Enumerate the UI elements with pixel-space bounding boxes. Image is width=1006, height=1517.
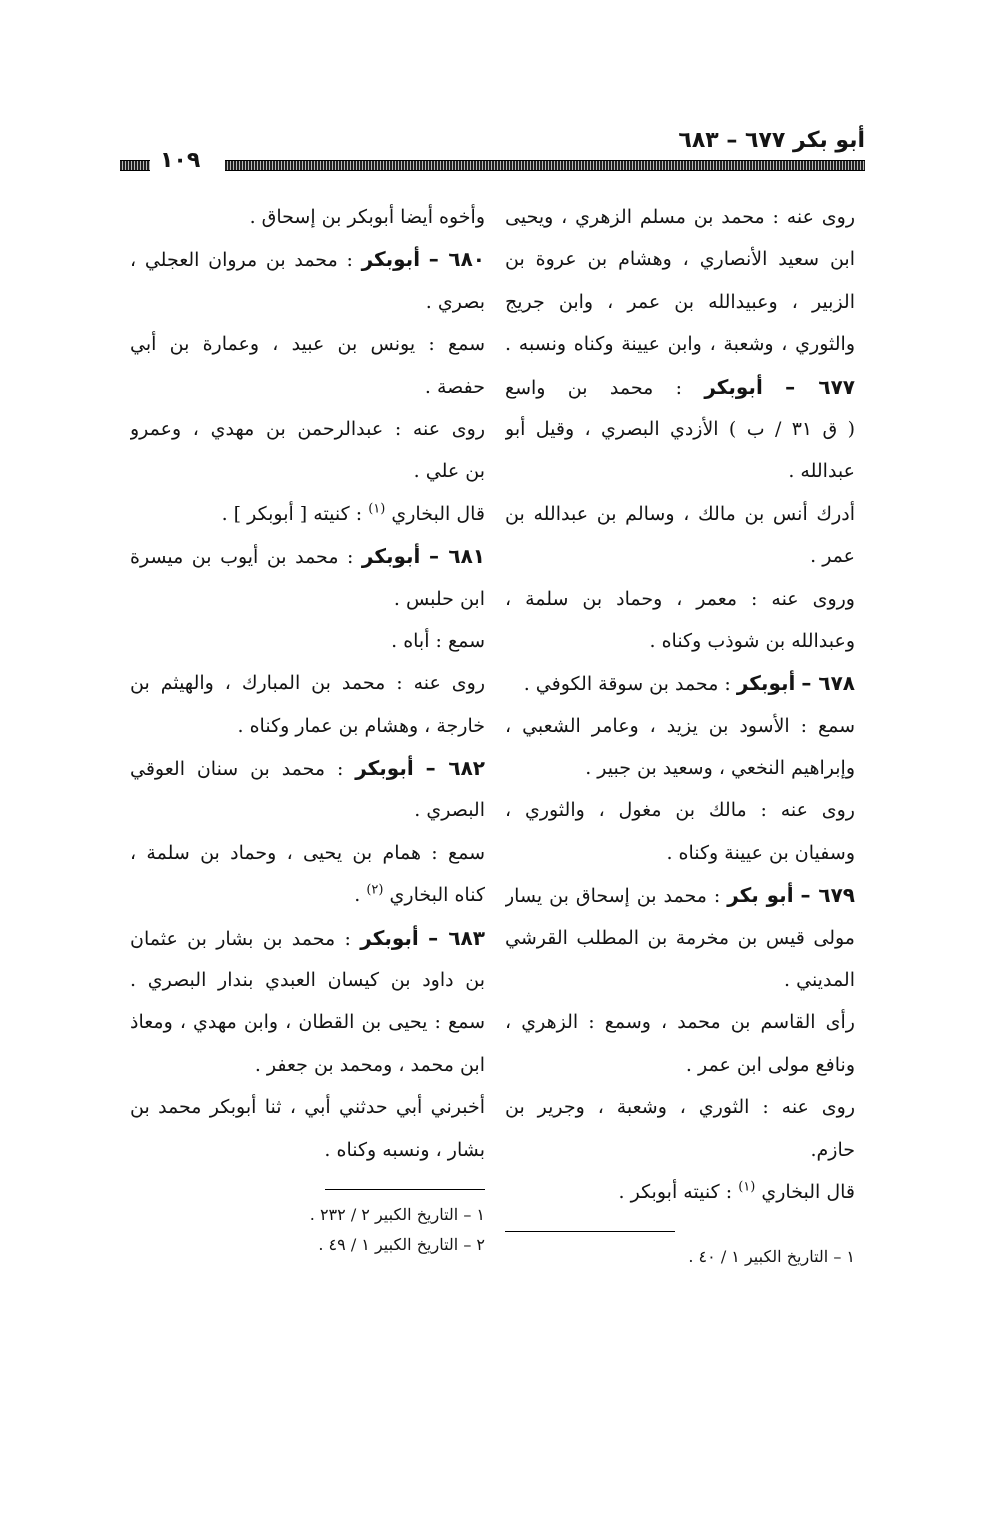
entry-679 [505, 874, 855, 1171]
entry-heading [505, 874, 855, 916]
entry-681 [130, 535, 485, 747]
entry-heading [505, 366, 855, 408]
text-line: الزبير ، وعبيدالله بن عمر ، وابن جريج [505, 290, 855, 313]
header-rule [225, 160, 865, 171]
text-line: أدرك أنس بن مالك ، وسالم بن عبدالله بن [505, 502, 855, 525]
page-number-bar [120, 160, 150, 171]
text-line: سمع : يونس بن عبيد ، وعمارة بن أبي [130, 333, 485, 356]
closing-text: . [354, 884, 361, 907]
text-line: بشار ، ونسبه وكناه . [324, 1138, 485, 1161]
footnote: ١ – التاريخ الكبير ١ / ٤٠ . [688, 1247, 855, 1267]
entry-name: أبو بكر [727, 883, 794, 908]
entry-number: ٦٨٠ – [428, 247, 485, 272]
page-number: ١٠٩ [160, 148, 201, 173]
text-line: مولى قيس بن مخرمة بن المطلب القرشي [505, 926, 855, 949]
text-line: بن علي . [413, 460, 485, 483]
text-line: سمع : همام بن يحيى ، وحماد بن سلمة ، [130, 841, 485, 864]
text-line: أخبرني أبي حدثني أبي ، ثنا أبوبكر محمد بن [130, 1096, 485, 1119]
closing-text: قال البخاري [761, 1180, 855, 1203]
text-line: وإبراهيم النخعي ، وسعيد بن جبير . [585, 757, 855, 780]
text-line: ( ق ٣١ / ب ) الأزدي البصري ، وقيل أبو [505, 417, 855, 440]
running-title: أبو بكر ٦٧٧ – ٦٨٣ [678, 128, 865, 153]
text-line: روى عنه : الثوري ، وشعبة ، وجرير بن [505, 1096, 855, 1119]
footnote: ١ – التاريخ الكبير ٢ / ٢٣٢ . [309, 1204, 485, 1224]
text-line: بن داود بن كيسان العبدي بندار البصري . [130, 969, 485, 992]
entry-682 [130, 747, 485, 917]
entry-name: أبوبكر [361, 247, 421, 272]
text-line: والثوري ، وشعبة ، وابن عيينة وكناه ونسبه . [505, 333, 855, 356]
entry-heading-text: : محمد بن بشار بن عثمان [130, 927, 351, 950]
entry-number: ٦٨٣ – [428, 925, 485, 950]
text-line: روى عنه : مالك بن مغول ، والثوري ، [505, 799, 855, 822]
entry-heading [130, 238, 485, 280]
text-line: ابن سعيد الأنصاري ، وهشام بن عروة بن [505, 248, 855, 271]
closing-line [130, 874, 485, 916]
text-line: روى عنه : محمد بن مسلم الزهري ، ويحيى [505, 206, 855, 228]
entry-name: أبوبكر [704, 374, 763, 399]
text-line: بصري . [425, 290, 485, 313]
text-line: عبدالله . [788, 460, 855, 483]
entry-name: أبوبكر [355, 756, 414, 781]
closing-line [130, 493, 485, 535]
text-line: سمع : أباه . [391, 629, 485, 652]
text-line: حازم. [810, 1138, 855, 1161]
entry-name: أبوبكر [736, 671, 796, 696]
entry-heading-text: : محمد بن سوقة الكوفي . [523, 673, 731, 696]
text-line: روى عنه : عبدالرحمن بن مهدي ، وعمرو [130, 417, 485, 440]
text-line: ونافع مولى ابن عمر . [685, 1053, 855, 1076]
text-line: حفصة . [424, 375, 485, 398]
footnote-rule [505, 1231, 675, 1232]
text-line: وعبدالله بن شوذب وكناه . [649, 629, 855, 652]
entry-heading [130, 535, 485, 577]
entry-heading-text: : محمد بن سنان العوقي [130, 758, 344, 781]
entry-678 [505, 662, 855, 874]
entry-name: أبوبكر [361, 544, 421, 569]
text-line: وأخوه أيضا أبوبكر بن إسحاق . [249, 206, 485, 228]
text-line: روى عنه : محمد بن المبارك ، والهيثم بن [130, 672, 485, 695]
text-line: وسفيان بن عيينة وكناه . [666, 841, 855, 864]
entry-680 [130, 238, 485, 535]
text-line: سمع : يحيى بن القطان ، وابن مهدي ، ومعاذ [130, 1011, 485, 1034]
footnote-ref: (٢) [366, 882, 384, 898]
entry-number: ٦٧٩ – [800, 883, 855, 908]
text-line: عمر . [810, 545, 855, 568]
text-line: وروى عنه : معمر ، وحماد بن سلمة ، [505, 587, 855, 610]
footnote-ref: (١) [738, 1179, 756, 1195]
left-column [130, 196, 485, 1260]
footnote-ref: (١) [368, 501, 386, 517]
entry-heading-text: : محمد بن مروان العجلي ، [130, 249, 353, 272]
text-line: ابن محمد ، ومحمد بن جعفر . [254, 1053, 485, 1076]
closing-text: : كنيته [ أبوبكر ] . [221, 502, 363, 525]
entry-heading [505, 662, 855, 704]
entry-name: أبوبكر [360, 925, 419, 950]
entry-number: ٦٧٧ – [785, 374, 855, 399]
page-header [120, 128, 865, 174]
closing-line [505, 1171, 855, 1213]
entry-heading [130, 917, 485, 959]
entry-number: ٦٨٢ – [425, 756, 485, 781]
text-line: خارجة ، وهشام بن عمار وكناه . [237, 714, 485, 737]
footnote: ٢ – التاريخ الكبير ١ / ٤٩ . [318, 1234, 485, 1254]
entry-heading [130, 747, 485, 789]
entry-heading-text: : محمد بن واسع [505, 376, 682, 399]
closing-text: كناه البخاري [389, 884, 485, 907]
entry-683 [130, 917, 485, 1171]
text-line: ابن حلبس . [393, 587, 485, 610]
footnote-rule [325, 1189, 485, 1190]
entry-677 [505, 366, 855, 663]
entry-number: ٦٧٨ – [801, 671, 855, 696]
closing-text: قال البخاري [391, 502, 485, 525]
entry-heading-text: : محمد بن إسحاق بن يسار [505, 885, 721, 908]
right-column [505, 196, 855, 1272]
entry-heading-text: : محمد بن أيوب بن ميسرة [130, 546, 354, 569]
entry-number: ٦٨١ – [428, 544, 485, 569]
closing-text: : كنيته أبوبكر . [618, 1180, 733, 1203]
text-line: سمع : الأسود بن يزيد ، وعامر الشعبي ، [505, 714, 855, 737]
text-line: المديني . [784, 969, 855, 992]
text-line: رأى القاسم بن محمد ، وسمع : الزهري ، [505, 1011, 855, 1034]
text-line: البصري . [414, 799, 485, 822]
